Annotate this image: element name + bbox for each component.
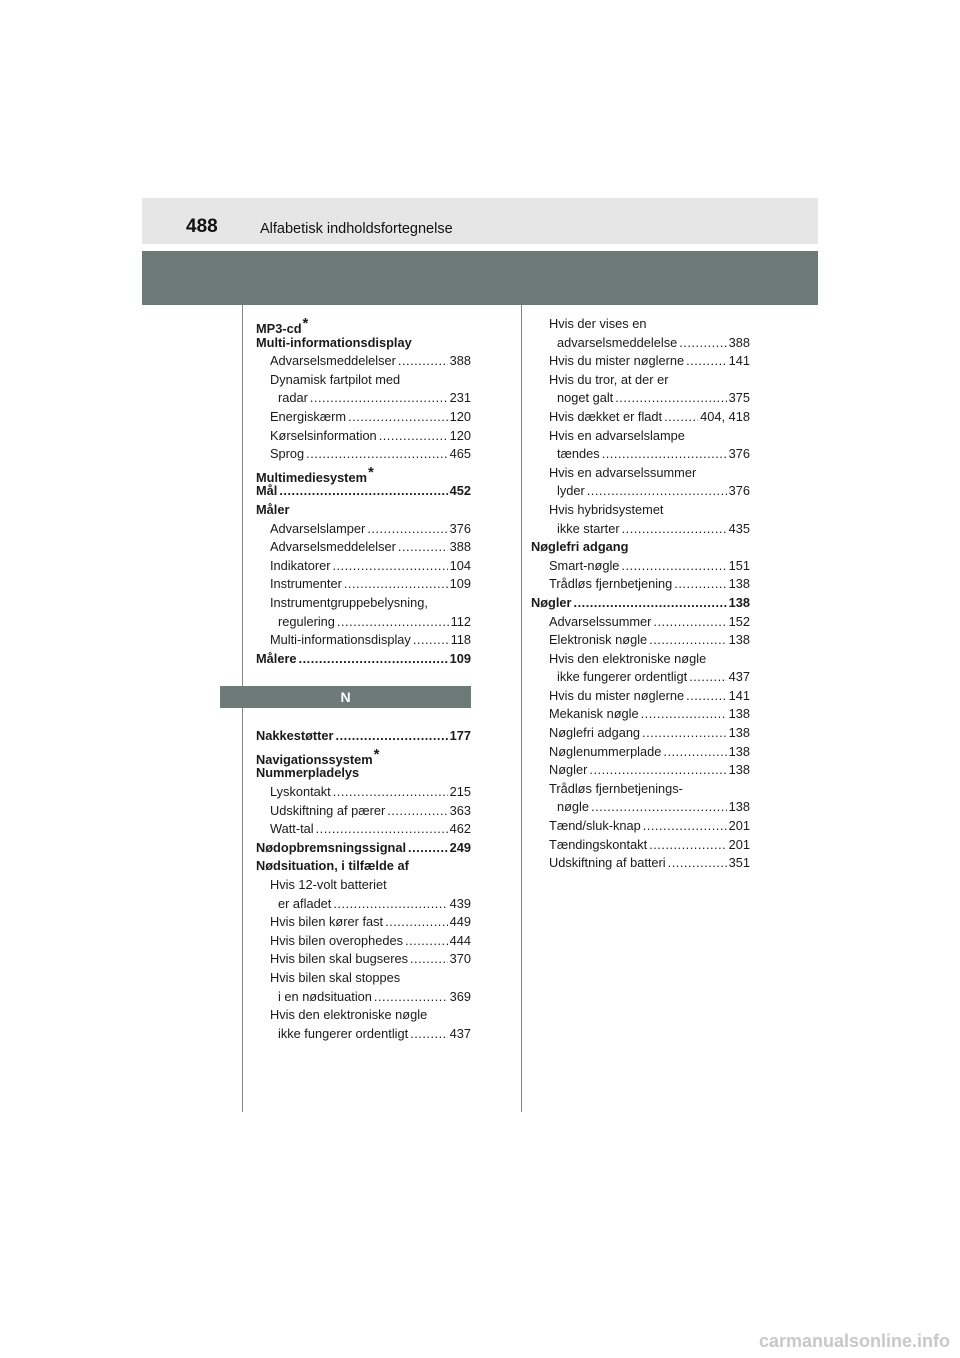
dot-leader	[641, 705, 727, 724]
dot-leader	[587, 482, 727, 501]
index-entry	[531, 631, 750, 650]
index-entry	[256, 464, 471, 483]
index-entry	[256, 1006, 471, 1025]
dot-leader	[689, 668, 726, 687]
dot-leader	[405, 932, 448, 951]
index-entry-text: Hvis den elektroniske nøgle	[270, 1007, 428, 1023]
index-entry-text: Trådløs fjernbetjening	[549, 576, 673, 592]
dot-leader	[398, 538, 448, 557]
index-entry	[256, 315, 471, 334]
index-entry	[531, 613, 750, 632]
index-entry-text: Nummerpladelys	[256, 765, 360, 781]
watermark: carmanualsonline.info	[758, 1331, 950, 1351]
index-entry-text: Navigationssystem	[256, 751, 373, 767]
dot-leader	[663, 743, 726, 762]
index-entry-text: Nøglenummerplade	[549, 743, 662, 759]
index-entry-page[interactable]: 437	[449, 1025, 471, 1041]
index-entry-text: Nøglefri adgang	[549, 725, 641, 741]
dot-leader	[398, 352, 448, 371]
index-entry-text: regulering	[278, 613, 335, 629]
index-entry	[256, 913, 471, 932]
index-entry	[531, 427, 750, 446]
index-entry	[256, 594, 471, 613]
dot-leader	[332, 557, 447, 576]
index-group-n	[256, 727, 471, 1043]
dot-leader	[385, 913, 448, 932]
index-entry-page[interactable]: 138	[728, 799, 750, 815]
index-entry	[256, 371, 471, 390]
index-entry-page[interactable]: 376	[449, 520, 471, 536]
dot-leader	[336, 727, 448, 746]
dot-leader	[674, 575, 726, 594]
index-entry-page[interactable]: 388	[449, 539, 471, 555]
index-entry-text: ikke fungerer ordentligt	[557, 669, 688, 685]
index-entry	[256, 988, 471, 1007]
index-entry-text: Kørselsinformation	[270, 427, 377, 443]
dot-leader	[602, 445, 727, 464]
index-entry-text: er afladet	[278, 895, 332, 911]
index-entry-text: Nøglefri adgang	[531, 539, 629, 555]
index-entry	[256, 820, 471, 839]
index-entry-page[interactable]: 452	[449, 483, 471, 499]
dot-leader	[410, 1025, 447, 1044]
index-entry-page[interactable]: 138	[728, 576, 750, 592]
index-entry-text: Hvis du mister nøglerne	[549, 687, 685, 703]
index-entry	[256, 352, 471, 371]
index-entry	[531, 743, 750, 762]
index-entry	[531, 724, 750, 743]
dot-leader	[574, 594, 727, 613]
index-entry-page[interactable]: 118	[450, 632, 471, 648]
index-entry-page[interactable]: 369	[449, 988, 471, 1004]
index-entry-page[interactable]: 375	[728, 390, 750, 406]
index-entry-page[interactable]: 138	[728, 594, 750, 610]
index-entry-page[interactable]: 138	[728, 725, 750, 741]
index-entry	[531, 501, 750, 520]
index-entry	[531, 836, 750, 855]
dot-leader	[649, 836, 726, 855]
index-entry-text: Målere	[256, 650, 297, 666]
index-entry-text: Hvis bilen skal stoppes	[270, 970, 401, 985]
index-entry	[531, 334, 750, 353]
index-entry-text: Advarselsmeddelelser	[270, 539, 396, 555]
index-entry-text: Watt-tal	[270, 821, 314, 837]
index-entry-text: Nødsituation, i tilfælde af	[256, 858, 409, 874]
dot-leader	[653, 613, 726, 632]
dot-leader	[679, 334, 726, 353]
index-entry	[256, 631, 471, 650]
index-entry-text: Multi-informationsdisplay	[270, 632, 411, 648]
index-entry	[256, 876, 471, 895]
index-entry	[531, 705, 750, 724]
dot-leader	[337, 613, 449, 632]
index-entry-text: Energiskærm	[270, 408, 347, 424]
index-entry-text: MP3-cd	[256, 321, 302, 336]
index-entry	[531, 557, 750, 576]
page-number: 488	[186, 216, 218, 237]
index-entry-page[interactable]: 141	[728, 687, 750, 703]
index-entry-text: Indikatorer	[270, 557, 331, 573]
index-entry-text: Hvis bilen skal bugseres	[270, 951, 408, 967]
index-column-left	[256, 315, 471, 1043]
index-entry	[531, 780, 750, 799]
dot-leader	[333, 783, 448, 802]
index-entry-text: Instrumenter	[270, 576, 342, 592]
dot-leader	[642, 724, 727, 743]
index-entry	[531, 389, 750, 408]
index-entry	[531, 538, 750, 557]
index-entry	[256, 950, 471, 969]
dot-leader	[649, 631, 726, 650]
index-entry-page[interactable]: 437	[728, 669, 750, 685]
section-letter-n: N	[220, 686, 471, 708]
index-entry-text: Mekanisk nøgle	[549, 706, 639, 722]
index-entry-text: Tændingskontakt	[549, 836, 648, 852]
index-entry	[531, 482, 750, 501]
index-entry	[256, 538, 471, 557]
index-entry	[256, 650, 471, 669]
index-entry	[531, 464, 750, 483]
page-title: Alfabetisk indholdsfortegnelse	[260, 221, 453, 237]
dot-leader	[643, 817, 727, 836]
dot-leader	[316, 820, 448, 839]
index-entry-text: Hvis du tror, at der er	[549, 371, 669, 387]
index-entry	[256, 857, 471, 876]
index-entry	[531, 520, 750, 539]
index-entry	[531, 650, 750, 669]
index-entry-text: Multi-informationsdisplay	[256, 334, 412, 350]
dot-leader	[348, 408, 448, 427]
index-entry	[531, 352, 750, 371]
index-entry-text: Hvis der vises en	[549, 316, 647, 331]
index-entry-page[interactable]: 465	[449, 446, 471, 462]
index-entry	[256, 408, 471, 427]
index-entry	[531, 798, 750, 817]
index-entry-text: Dynamisk fartpilot med	[270, 371, 401, 387]
index-entry-page[interactable]: 376	[728, 446, 750, 462]
footnote-star: *	[367, 463, 374, 481]
dot-leader	[686, 687, 727, 706]
page-header	[142, 198, 818, 244]
dot-leader	[668, 854, 727, 873]
index-entry	[256, 501, 471, 520]
index-entry-text: Tænd/sluk-knap	[549, 818, 641, 834]
index-entry-text: Multimediesystem	[256, 469, 367, 485]
index-entry-page[interactable]: 138	[728, 632, 750, 648]
dot-leader	[615, 389, 726, 408]
dot-leader	[664, 408, 698, 427]
index-entry-text: Nøgler	[549, 762, 588, 778]
index-entry-text: Instrumentgruppebelysning,	[270, 594, 428, 610]
index-entry-page[interactable]: 404, 418	[700, 408, 750, 424]
index-entry-text: Trådløs fjernbetjenings-	[549, 780, 683, 796]
index-entry	[256, 445, 471, 464]
index-entry-text: Hvis bilen kører fast	[270, 914, 384, 930]
index-entry-text: Hvis hybridsystemet	[549, 501, 664, 517]
index-entry-page[interactable]: 138	[728, 743, 750, 759]
index-entry-page[interactable]: 138	[728, 762, 750, 778]
index-entry-page[interactable]: 138	[728, 706, 750, 722]
index-entry	[256, 969, 471, 988]
dot-leader	[387, 802, 447, 821]
index-entry-page[interactable]: 363	[449, 802, 471, 818]
index-entry	[256, 575, 471, 594]
header-band	[142, 251, 818, 305]
index-entry	[256, 613, 471, 632]
dot-leader	[413, 631, 449, 650]
index-entry	[256, 334, 471, 353]
index-entry	[256, 764, 471, 783]
dot-leader	[299, 650, 448, 669]
dot-leader	[367, 520, 447, 539]
index-entry-text: Nødopbremsningssignal	[256, 839, 407, 855]
index-entry-page[interactable]: 120	[449, 427, 471, 443]
index-entry-text: Hvis du mister nøglerne	[549, 353, 685, 369]
index-entry-text: i en nødsituation	[278, 988, 372, 1004]
index-entry	[531, 445, 750, 464]
index-entry-page[interactable]: 249	[449, 839, 471, 855]
index-entry-text: Advarselsmeddelelser	[270, 353, 396, 369]
dot-leader	[408, 839, 448, 858]
index-entry-text: Sprog	[270, 446, 305, 462]
dot-leader	[344, 575, 448, 594]
index-entry	[531, 315, 750, 334]
index-entry-text: Hvis en advarselssummer	[549, 464, 697, 480]
index-entry-page[interactable]: 112	[450, 613, 471, 629]
index-entry-page[interactable]: 151	[728, 557, 750, 573]
index-entry	[531, 668, 750, 687]
dot-leader	[306, 445, 447, 464]
index-entry-page[interactable]: 109	[449, 576, 471, 592]
index-entry-page[interactable]: 370	[449, 951, 471, 967]
index-entry-text: Mål	[256, 483, 278, 499]
index-entry-page[interactable]: 388	[449, 353, 471, 369]
index-group-m	[256, 315, 471, 668]
index-entry	[531, 854, 750, 873]
dot-leader	[589, 761, 726, 780]
dot-leader	[279, 482, 447, 501]
index-entry	[531, 687, 750, 706]
footnote-star: *	[302, 315, 309, 332]
index-entry-text: Advarselssummer	[549, 613, 652, 629]
index-entry	[256, 895, 471, 914]
dot-leader	[622, 520, 727, 539]
index-entry	[531, 371, 750, 390]
index-entry	[531, 761, 750, 780]
index-entry-text: tændes	[557, 446, 600, 462]
index-entry	[256, 746, 471, 765]
index-entry-page[interactable]: 201	[728, 836, 750, 852]
dot-leader	[591, 798, 727, 817]
index-entry	[256, 839, 471, 858]
index-entry-page[interactable]: 215	[449, 784, 471, 800]
index-entry-page[interactable]: 104	[449, 557, 471, 573]
index-entry-text: Advarselslamper	[270, 520, 366, 536]
index-entry-text: Hvis den elektroniske nøgle	[549, 650, 707, 666]
index-entry	[256, 932, 471, 951]
index-entry-page[interactable]: 449	[449, 914, 471, 930]
index-entry	[256, 783, 471, 802]
index-entry-text: Hvis 12-volt batteriet	[270, 877, 387, 893]
column-divider-left	[242, 305, 243, 1112]
dot-leader	[374, 988, 448, 1007]
column-divider-middle	[521, 305, 522, 1112]
index-entry-text: ikke starter	[557, 520, 620, 536]
index-entry-text: Måler	[256, 501, 290, 517]
index-group-n-continued	[531, 315, 750, 873]
index-entry	[256, 557, 471, 576]
index-entry-page[interactable]: 231	[449, 390, 471, 406]
index-entry	[531, 817, 750, 836]
index-entry	[256, 482, 471, 501]
index-entry	[256, 1025, 471, 1044]
index-entry	[256, 427, 471, 446]
index-entry-text: Hvis en advarselslampe	[549, 427, 685, 443]
index-entry-text: Nakkestøtter	[256, 728, 334, 744]
index-entry-text: noget galt	[557, 390, 614, 406]
dot-leader	[686, 352, 727, 371]
index-entry-text: lyder	[557, 483, 585, 499]
index-entry-text: advarselsmeddelelse	[557, 334, 678, 350]
index-entry	[256, 520, 471, 539]
index-entry-text: Udskiftning af batteri	[549, 855, 666, 871]
index-entry	[256, 802, 471, 821]
index-column-right	[531, 315, 750, 873]
index-entry-text: radar	[278, 390, 308, 406]
index-entry-page[interactable]: 120	[449, 408, 471, 424]
index-entry-page[interactable]: 435	[728, 520, 750, 536]
index-entry-page[interactable]: 351	[728, 855, 750, 871]
index-entry	[256, 389, 471, 408]
index-entry-page[interactable]: 376	[728, 483, 750, 499]
index-entry-page[interactable]: 388	[728, 334, 750, 350]
index-entry	[531, 575, 750, 594]
index-entry-text: Elektronisk nøgle	[549, 632, 648, 648]
index-entry-page[interactable]: 109	[449, 650, 471, 666]
dot-leader	[621, 557, 726, 576]
index-entry-page[interactable]: 439	[449, 895, 471, 911]
dot-leader	[410, 950, 448, 969]
dot-leader	[310, 389, 448, 408]
dot-leader	[333, 895, 447, 914]
index-entry-page[interactable]: 444	[449, 932, 471, 948]
index-entry-page[interactable]: 462	[449, 821, 471, 837]
index-entry-text: Hvis bilen overophedes	[270, 932, 404, 948]
index-entry-page[interactable]: 152	[728, 613, 750, 629]
index-entry-text: Lyskontakt	[270, 784, 331, 800]
index-entry-text: nøgle	[557, 799, 590, 815]
index-entry-text: Hvis dækket er fladt	[549, 408, 663, 424]
index-entry	[256, 727, 471, 746]
index-entry-text: Nøgler	[531, 594, 572, 610]
index-entry-page[interactable]: 141	[728, 353, 750, 369]
index-entry	[531, 594, 750, 613]
footnote-star: *	[373, 745, 380, 763]
index-entry	[531, 408, 750, 427]
index-entry-text: Udskiftning af pærer	[270, 802, 386, 818]
index-entry-text: Smart-nøgle	[549, 557, 620, 573]
index-entry-text: ikke fungerer ordentligt	[278, 1025, 409, 1041]
index-entry-page[interactable]: 201	[728, 818, 750, 834]
index-entry-page[interactable]: 177	[449, 728, 471, 744]
dot-leader	[379, 427, 448, 446]
